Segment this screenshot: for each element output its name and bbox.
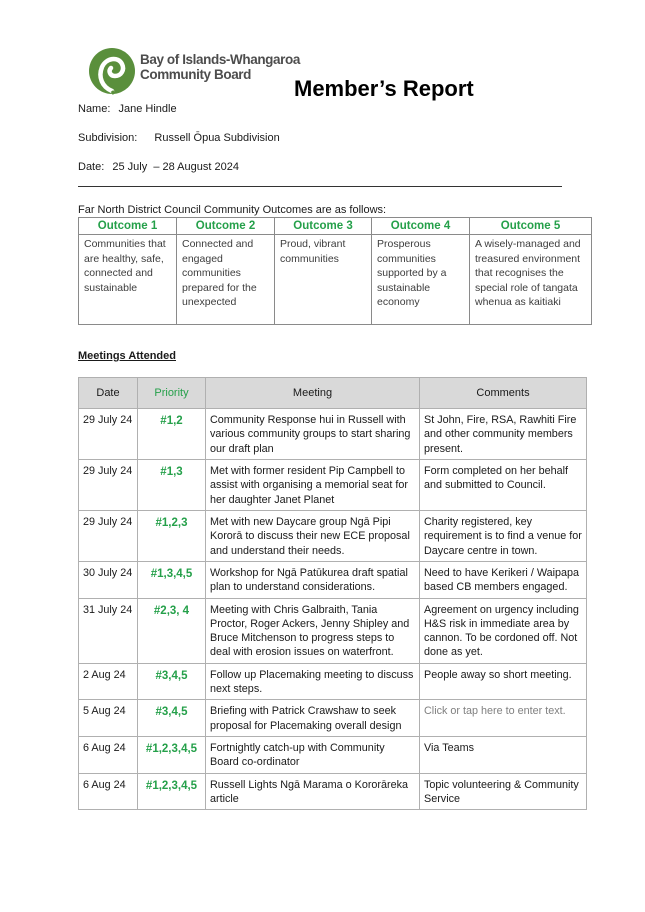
header-meeting: Meeting (206, 378, 420, 409)
meeting-comments[interactable]: Topic volunteering & Community Service (420, 773, 587, 810)
date-label: Date: (78, 161, 105, 173)
table-row (79, 700, 587, 737)
meetings-title: Meetings Attended (78, 350, 176, 362)
outcome-4-text: Prosperous communities supported by a sustainable economy (372, 235, 470, 325)
name-value: Jane Hindle (118, 103, 177, 115)
meeting-date: 6 Aug 24 (79, 773, 138, 810)
koru-icon (88, 47, 136, 95)
outcome-2-text: Connected and engaged communities prepared for the unexpected (177, 235, 275, 325)
meetings-table (78, 377, 587, 810)
table-row (79, 409, 587, 460)
outcome-5-title: Outcome 5 (470, 218, 592, 235)
meeting-priority: #1,2,3 (138, 511, 206, 562)
outcome-1-text: Communities that are healthy, safe, connected and sustainable (79, 235, 177, 325)
meeting-comments[interactable]: Agreement on urgency including H&S risk in immediate area by cannon. To be cordoned off. Not done as yet. (420, 598, 587, 663)
date-value: 25 July – 28 August 2024 (112, 161, 239, 173)
meeting-priority: #1,2,3,4,5 (138, 736, 206, 773)
meeting-date: 31 July 24 (79, 598, 138, 663)
outcomes-intro: Far North District Council Community Outcomes are as follows: (78, 204, 387, 216)
meetings-header-row (79, 378, 587, 409)
meeting-priority: #1,3 (138, 460, 206, 511)
table-row (79, 511, 587, 562)
outcome-3-text: Proud, vibrant communities (275, 235, 372, 325)
meeting-description: Briefing with Patrick Crawshaw to seek proposal for Placemaking overall design (206, 700, 420, 737)
meeting-description: Workshop for Ngā Patūkurea draft spatial plan to understand considerations. (206, 562, 420, 599)
meeting-priority: #3,4,5 (138, 663, 206, 700)
name-label: Name: (78, 103, 111, 115)
header-priority: Priority (138, 378, 206, 409)
meeting-priority: #1,2 (138, 409, 206, 460)
meeting-description: Met with new Daycare group Ngā Pipi Kororā to discuss their new ECE proposal and understand their needs. (206, 511, 420, 562)
meeting-description: Fortnightly catch-up with Community Board co-ordinator (206, 736, 420, 773)
meeting-priority: #3,4,5 (138, 700, 206, 737)
meeting-description: Follow up Placemaking meeting to discuss next steps. (206, 663, 420, 700)
header-date: Date (79, 378, 138, 409)
meeting-comments[interactable]: Via Teams (420, 736, 587, 773)
outcome-2-title: Outcome 2 (177, 218, 275, 235)
meeting-description: Russell Lights Ngā Marama o Kororāreka article (206, 773, 420, 810)
meeting-priority: #2,3, 4 (138, 598, 206, 663)
report-title: Member’s Report (294, 76, 474, 101)
table-row (79, 562, 587, 599)
meeting-date: 2 Aug 24 (79, 663, 138, 700)
outcome-1-title: Outcome 1 (79, 218, 177, 235)
table-row (79, 663, 587, 700)
community-board-logo (88, 47, 300, 97)
meeting-date: 6 Aug 24 (79, 736, 138, 773)
meeting-priority: #1,3,4,5 (138, 562, 206, 599)
outcomes-table (78, 217, 592, 325)
subdivision-value: Russell Ōpua Subdivision (154, 132, 280, 144)
table-row (79, 598, 587, 663)
subdivision-label: Subdivision: (78, 132, 138, 144)
name-row (78, 103, 177, 115)
meeting-description: Met with former resident Pip Campbell to assist with organising a memorial seat for her daughter Janet Planet (206, 460, 420, 511)
meeting-priority: #1,2,3,4,5 (138, 773, 206, 810)
meeting-date: 29 July 24 (79, 409, 138, 460)
table-row (79, 460, 587, 511)
logo-line-1: Bay of Islands-Whangaroa (140, 52, 300, 67)
meeting-comments[interactable]: Charity registered, key requirement is to find a venue for Daycare centre in town. (420, 511, 587, 562)
meeting-description: Meeting with Chris Galbraith, Tania Proctor, Roger Ackers, Jenny Shipley and Bruce Mitchenson to progress steps to deal with erosion issues on waterfront. (206, 598, 420, 663)
meeting-date: 29 July 24 (79, 511, 138, 562)
meeting-date: 5 Aug 24 (79, 700, 138, 737)
outcome-3-title: Outcome 3 (275, 218, 372, 235)
logo-line-2: Community Board (140, 67, 252, 82)
meeting-comments-placeholder[interactable]: Click or tap here to enter text. (420, 700, 587, 737)
meeting-date: 29 July 24 (79, 460, 138, 511)
meeting-comments[interactable]: St John, Fire, RSA, Rawhiti Fire and other community members present. (420, 409, 587, 460)
meeting-comments[interactable]: Form completed on her behalf and submitted to Council. (420, 460, 587, 511)
outcome-4-title: Outcome 4 (372, 218, 470, 235)
outcome-5-text: A wisely-managed and treasured environment that recognises the special role of tangata whenua as kaitiaki (470, 235, 592, 325)
meeting-comments[interactable]: People away so short meeting. (420, 663, 587, 700)
outcomes-header-row (79, 218, 592, 235)
subdivision-row (78, 132, 280, 144)
meeting-description: Community Response hui in Russell with various community groups to start sharing our draft plan (206, 409, 420, 460)
meeting-comments[interactable]: Need to have Kerikeri / Waipapa based CB members engaged. (420, 562, 587, 599)
meeting-date: 30 July 24 (79, 562, 138, 599)
table-row (79, 773, 587, 810)
header-comments: Comments (420, 378, 587, 409)
table-row (79, 736, 587, 773)
outcomes-text-row (79, 235, 592, 325)
divider (78, 186, 562, 187)
date-row (78, 161, 239, 173)
